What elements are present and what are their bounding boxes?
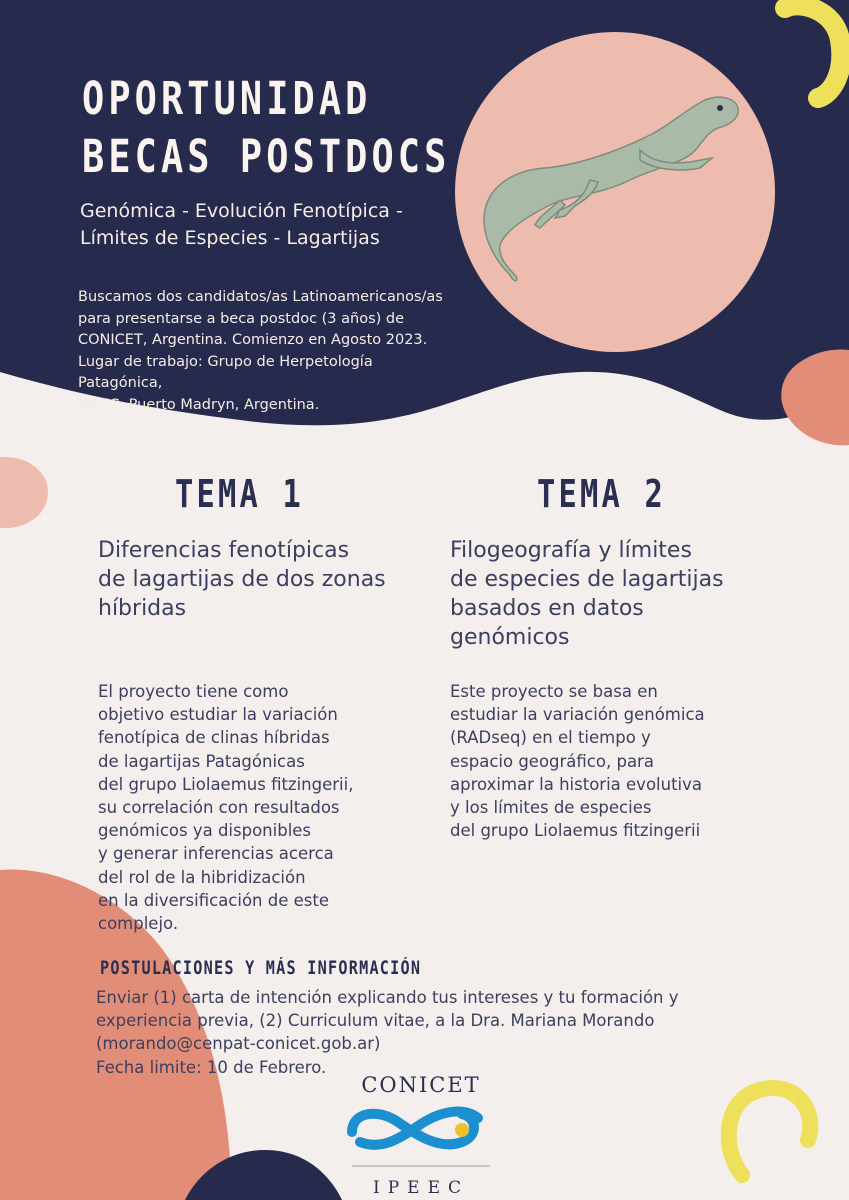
tema-1-body-line: fenotípica de clinas híbridas [98,728,330,748]
tema-2-body-line: (RADseq) en el tiempo y [450,728,651,748]
tema-2-heading-line: genómicos [450,625,570,650]
tema-1-heading-line: Diferencias fenotípicas [98,538,350,563]
postulaciones-deadline: Fecha limite: 10 de Febrero. [96,1057,327,1077]
tema-1-body-line: del grupo Liolaemus fitzingerii, [98,774,354,794]
tema-2-label: TEMA 2 [537,472,667,516]
tema-2-body-line: del grupo Liolaemus fitzingerii [450,821,701,841]
intro-line: Lugar de trabajo: Grupo de Herpetología Patagónica, [78,353,373,391]
pink-left-blob [0,457,48,528]
yellow-arc-bottom [729,1088,811,1175]
tema-1-body-line: en la diversificación de este [98,890,329,910]
tema-2-body-line: y los límites de especies [450,798,652,818]
conicet-logo-symbol [352,1112,478,1145]
postulaciones-heading: POSTULACIONES Y MÁS INFORMACIÓN [100,958,422,979]
postulaciones-email[interactable]: (morando@cenpat-conicet.gob.ar) [96,1034,381,1054]
tema-2-heading-line: Filogeografía y límites [450,538,692,563]
tema-1-heading [98,536,418,623]
tema-2-body-line: aproximar la historia evolutiva [450,774,703,794]
tema-2-body-line: estudiar la variación genómica [450,705,705,725]
postulaciones-body [96,986,736,1079]
tema-1-body-line: su correlación con resultados [98,798,340,818]
tema-1-body-line: complejo. [98,914,179,934]
tema-1-heading-line: de lagartijas de dos zonas [98,567,386,592]
intro-line: Buscamos dos candidatos/as Latinoamericanos/as [78,289,443,305]
conicet-logo-text: CONICET [361,1073,481,1097]
intro-line: IPEEC, Puerto Madryn, Argentina. [78,396,320,413]
title-line-2: BECAS POSTDOCS [82,130,451,183]
postulaciones-line: Enviar (1) carta de intención explicando tus intereses y tu formación y [96,988,679,1007]
tema-2-body-line: Este proyecto se basa en [450,682,658,701]
tema-2-body [450,680,750,842]
tema-1-body-line: El proyecto tiene como [98,682,289,701]
tema-1-body [98,680,398,935]
intro-line: CONICET, Argentina. Comienzo en Agosto 2023. [78,332,428,348]
tema-2-heading-line: de especies de lagartijas [450,567,724,592]
intro-paragraph [78,287,448,416]
tema-1-heading-line: híbridas [98,596,187,621]
title-line-1: OPORTUNIDAD [82,72,372,125]
tema-1-body-line: del rol de la hibridización [98,867,306,887]
postulaciones-line: experiencia previa, (2) Curriculum vitae, a la Dra. Mariana Morando [96,1011,655,1031]
subtitle-line-2: Límites de Especies - Lagartijas [80,227,380,249]
tema-1-body-line: genómicos ya disponibles [98,821,312,841]
ipeec-logo-text: IPEEC [373,1178,469,1198]
tema-2-heading-line: basados en datos [450,596,644,621]
subtitle [80,198,440,252]
subtitle-line-1: Genómica - Evolución Fenotípica - [80,200,403,222]
tema-1-body-line: de lagartijas Patagónicas [98,751,305,771]
tema-1-body-line: y generar inferencias acerca [98,844,334,864]
page-title [82,70,450,186]
tema-2-body-line: espacio geográfico, para [450,751,654,771]
tema-1-body-line: objetivo estudiar la variación [98,705,338,725]
tema-2-heading [450,536,750,652]
tema-1-label: TEMA 1 [175,472,305,516]
intro-line: para presentarse a beca postdoc (3 años) de [78,310,405,327]
